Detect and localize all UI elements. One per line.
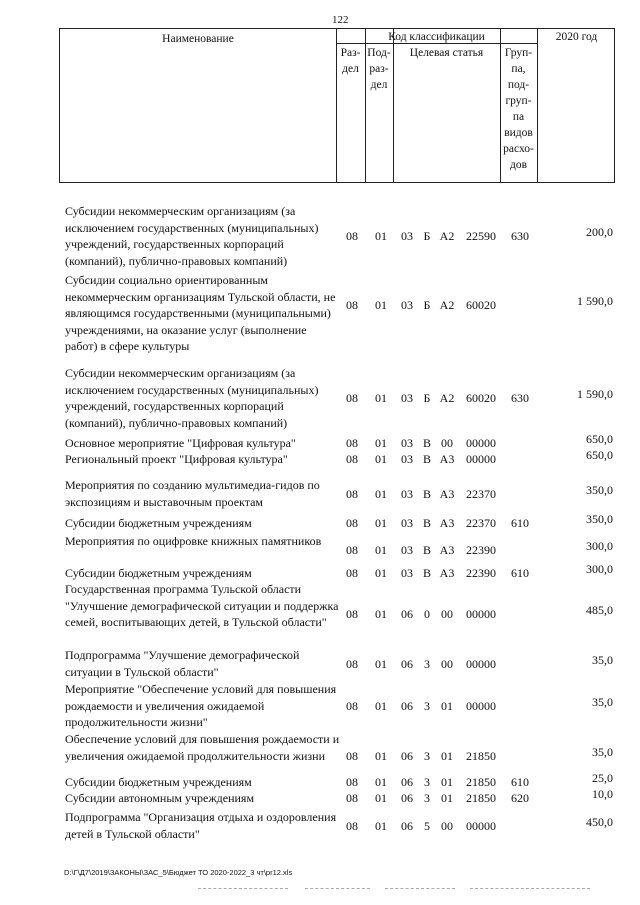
row-code-c3: 01 [441, 699, 453, 713]
row-code-c1: 06 [401, 656, 413, 671]
row-amount: 300,0 [586, 562, 613, 576]
row-code-pr: 01 [375, 391, 387, 405]
row-code-c2: В [422, 486, 431, 501]
row-code-rz: 08 [346, 749, 358, 763]
row-code-pr: 01 [375, 436, 387, 450]
row-name: Региональный проект "Цифровая культура" [65, 452, 288, 466]
row-name: Субсидии бюджетным учреждениям [65, 516, 252, 530]
row-code-c2: 3 [424, 791, 430, 805]
table-row [0, 477, 640, 510]
page-number: 122 [332, 14, 349, 26]
table-row [0, 512, 640, 531]
header-group: Груп- па, под- груп- па видов расхо- дов [503, 47, 534, 171]
row-code-c3: А3 [439, 516, 455, 530]
row-code-pr: 01 [375, 791, 387, 805]
row-code-c1: 06 [401, 775, 413, 789]
row-code-c1: 03 [401, 452, 413, 466]
row-name: Субсидии некоммерческим организациям (за исключением государственных (муниципальных) учреждений, государственных корпораций (компаний), публично-правовых компаний) [65, 204, 319, 268]
row-code-c1: 06 [401, 699, 413, 713]
row-code-c3: А3 [439, 566, 455, 580]
row-code-c2: Б [423, 391, 431, 405]
row-code-rz: 08 [346, 791, 358, 805]
row-code-pr: 01 [375, 749, 387, 763]
row-code-pr: 01 [375, 516, 387, 530]
row-code-pr: 01 [375, 298, 387, 312]
table-row [0, 448, 640, 467]
row-code-rz: 08 [346, 542, 358, 557]
row-code-c2: В [422, 516, 431, 530]
row-code-pr: 01 [375, 486, 387, 501]
row-name: Мероприятие "Обеспечение условий для повышения рождаемости и увеличения ожидаемой продолжительности жизни" [65, 682, 337, 729]
row-amount: 25,0 [592, 771, 613, 785]
row-code-c1: 06 [401, 818, 413, 833]
row-code-pr: 01 [375, 656, 387, 671]
row-code-pr: 01 [375, 229, 387, 243]
row-code-c4: 22390 [466, 542, 496, 557]
header-name: Наименование [162, 33, 234, 45]
row-code-vr: 630 [511, 391, 529, 405]
row-name: Субсидии некоммерческим организациям (за исключением государственных (муниципальных) учреждений, государственных корпораций (компаний), публично-правовых компаний) [65, 366, 319, 430]
row-amount: 650,0 [586, 448, 613, 462]
row-name: Мероприятия по оцифровке книжных памятников [65, 534, 322, 548]
row-code-c2: В [422, 566, 431, 580]
row-code-rz: 08 [346, 656, 358, 671]
divider [385, 888, 455, 889]
row-code-c2: 3 [424, 699, 430, 713]
table-row [0, 533, 640, 566]
row-code-c3: 00 [441, 818, 453, 833]
divider [198, 888, 288, 889]
row-name: Субсидии социально ориентированным некоммерческим организациям Тульской области, не являющимся государственными (муниципальными) учреждениями, на оказание услуг (выполнение работ) в сфере культуры [65, 273, 336, 353]
row-code-c3: 00 [441, 607, 453, 621]
row-name: Основное мероприятие "Цифровая культура" [65, 436, 296, 450]
row-name: Мероприятия по созданию мультимедиа-гидов по экспозициям и выставочным проектам [65, 478, 320, 509]
header-target: Целевая статья [409, 47, 484, 59]
row-name: Субсидии автономным учреждениям [65, 791, 255, 805]
table-row [0, 365, 640, 431]
row-code-pr: 01 [375, 542, 387, 557]
row-amount: 10,0 [592, 787, 613, 801]
row-code-c1: 03 [401, 486, 413, 501]
table-row [0, 787, 640, 806]
row-code-c2: Б [423, 229, 431, 243]
row-name: Субсидии бюджетным учреждениям [65, 775, 252, 789]
row-amount: 200,0 [586, 225, 613, 239]
row-code-pr: 01 [375, 775, 387, 789]
table-row [0, 647, 640, 680]
row-code-c3: 00 [441, 656, 453, 671]
table-row [0, 562, 640, 581]
row-code-c2: 3 [424, 749, 430, 763]
header-divider [537, 29, 538, 182]
header-razdel: Раз- дел [340, 47, 361, 75]
row-code-vr: 610 [511, 566, 529, 580]
row-code-pr: 01 [375, 452, 387, 466]
row-amount: 35,0 [592, 652, 613, 667]
row-code-c3: А2 [439, 229, 455, 243]
row-amount: 350,0 [586, 482, 613, 497]
row-code-rz: 08 [346, 566, 358, 580]
table-row [0, 771, 640, 790]
row-code-c4: 60020 [466, 391, 496, 405]
row-code-rz: 08 [346, 775, 358, 789]
row-code-c4: 22590 [466, 229, 496, 243]
row-code-c2: 3 [424, 775, 430, 789]
row-code-c2: 5 [424, 818, 430, 833]
row-code-c3: 01 [441, 775, 453, 789]
row-code-c3: 01 [441, 791, 453, 805]
row-amount: 350,0 [586, 512, 613, 526]
row-code-c4: 21850 [466, 791, 496, 805]
table-row [0, 432, 640, 451]
table-header [59, 28, 615, 183]
row-code-c2: В [422, 452, 431, 466]
row-code-c1: 06 [401, 749, 413, 763]
row-code-pr: 01 [375, 699, 387, 713]
row-code-vr: 610 [511, 516, 529, 530]
row-code-rz: 08 [346, 818, 358, 833]
table-row [0, 581, 640, 647]
table-row [0, 681, 640, 731]
row-amount: 1 590,0 [577, 294, 613, 308]
header-code: Код классификации [388, 31, 485, 43]
row-code-c4: 21850 [466, 749, 496, 763]
row-name: Государственная программа Тульской области "Улучшение демографической ситуации и поддержка семей, воспитывающих детей, в Тульской области" [65, 582, 339, 629]
row-amount: 1 590,0 [577, 387, 613, 401]
row-code-c1: 06 [401, 607, 413, 621]
row-amount: 300,0 [586, 538, 613, 553]
row-code-c2: Б [423, 298, 431, 312]
row-code-c3: А3 [439, 452, 455, 466]
row-code-rz: 08 [346, 516, 358, 530]
row-code-c3: 00 [441, 436, 453, 450]
row-code-c4: 22370 [466, 486, 496, 501]
row-code-pr: 01 [375, 566, 387, 580]
row-code-c3: А3 [439, 486, 455, 501]
row-code-rz: 08 [346, 436, 358, 450]
row-code-c1: 06 [401, 791, 413, 805]
table-row [0, 272, 640, 353]
row-code-c1: 03 [401, 229, 413, 243]
row-name: Подпрограмма "Улучшение демографической ситуации в Тульской области" [65, 648, 300, 679]
row-amount: 650,0 [586, 432, 613, 446]
row-code-c1: 03 [401, 516, 413, 530]
row-code-rz: 08 [346, 607, 358, 621]
row-code-vr: 610 [511, 775, 529, 789]
row-code-rz: 08 [346, 391, 358, 405]
row-code-rz: 08 [346, 229, 358, 243]
row-code-c4: 00000 [466, 452, 496, 466]
row-code-c1: 03 [401, 436, 413, 450]
row-code-c3: А3 [439, 542, 455, 557]
row-code-c3: 01 [441, 749, 453, 763]
row-amount: 450,0 [586, 814, 613, 829]
row-code-rz: 08 [346, 452, 358, 466]
row-code-c4: 00000 [466, 656, 496, 671]
row-name: Субсидии бюджетным учреждениям [65, 566, 252, 580]
row-code-c2: 0 [424, 607, 430, 621]
row-code-vr: 630 [511, 229, 529, 243]
row-code-c1: 03 [401, 542, 413, 557]
header-year: 2020 год [555, 31, 598, 43]
row-code-c4: 00000 [466, 436, 496, 450]
row-code-rz: 08 [346, 486, 358, 501]
row-name: Обеспечение условий для повышения рождаемости и увеличения ожидаемой продолжительности жизни [65, 732, 340, 763]
row-code-c1: 03 [401, 391, 413, 405]
row-code-c4: 22390 [466, 566, 496, 580]
row-code-pr: 01 [375, 607, 387, 621]
row-code-rz: 08 [346, 298, 358, 312]
row-code-c3: А2 [439, 298, 455, 312]
row-code-c1: 03 [401, 566, 413, 580]
divider [470, 888, 590, 889]
table-row [0, 809, 640, 842]
row-code-c2: В [422, 542, 431, 557]
table-row [0, 203, 640, 269]
row-code-c4: 21850 [466, 775, 496, 789]
row-name: Подпрограмма "Организация отдыха и оздоровления детей в Тульской области" [65, 810, 337, 841]
header-podrazdel: Под- раз- дел [367, 47, 391, 91]
row-code-rz: 08 [346, 699, 358, 713]
row-code-c4: 00000 [466, 699, 496, 713]
row-amount: 485,0 [586, 603, 613, 617]
divider [305, 888, 370, 889]
row-code-vr: 620 [511, 791, 529, 805]
row-code-c3: А2 [439, 391, 455, 405]
file-path: D:\Г\Д7\2019\ЗАКОНЫ\ЗАС_5\Бюджет ТО 2020-2022_3 чт\pr12.xls [64, 868, 293, 877]
row-code-pr: 01 [375, 818, 387, 833]
row-code-c4: 00000 [466, 607, 496, 621]
row-amount: 35,0 [592, 745, 613, 759]
row-code-c2: 3 [424, 656, 430, 671]
row-code-c1: 03 [401, 298, 413, 312]
row-code-c2: В [422, 436, 431, 450]
row-code-c4: 22370 [466, 516, 496, 530]
row-code-c4: 60020 [466, 298, 496, 312]
row-code-c4: 00000 [466, 818, 496, 833]
row-amount: 35,0 [592, 695, 613, 709]
